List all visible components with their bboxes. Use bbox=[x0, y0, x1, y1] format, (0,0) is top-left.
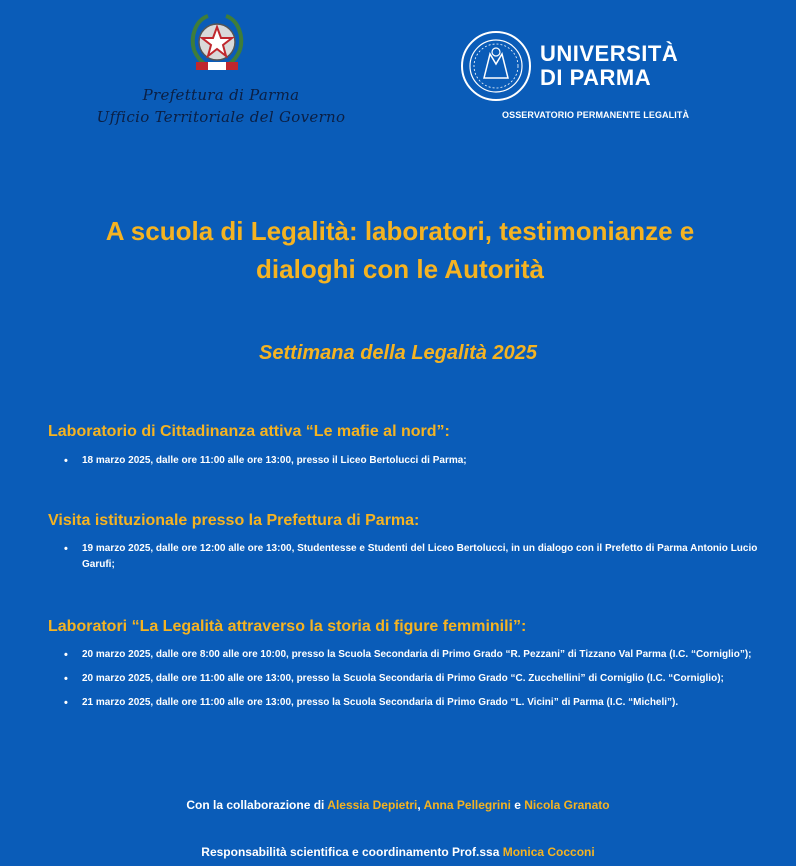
collab-name-1: Alessia Depietri bbox=[327, 798, 418, 812]
section-heading-laboratori: Laboratori “La Legalità attraverso la storia di figure femminili”: bbox=[48, 618, 527, 635]
title-line2: dialoghi con le Autorità bbox=[256, 254, 544, 284]
title-line1: A scuola di Legalità: laboratori, testimonianze e bbox=[105, 216, 695, 246]
list-item: • 20 marzo 2025, dalle ore 8:00 alle ore 10:00, presso la Scuola Secondaria di Primo Grado “R. Pezzani” di Tizzano Val Parma (I.C. “Corniglio”); bbox=[60, 647, 760, 663]
section-list-visita bbox=[60, 541, 760, 581]
collab-sep-1: , bbox=[417, 798, 424, 812]
resp-prefix: Responsabilità scientifica e coordinamento Prof.ssa bbox=[201, 845, 503, 859]
collab-sep-2: e bbox=[510, 798, 525, 812]
section-list-cittadinanza bbox=[60, 453, 760, 477]
section-heading-visita: Visita istituzionale presso la Prefettura di Parma: bbox=[48, 512, 420, 529]
italian-republic-emblem-icon bbox=[186, 10, 248, 78]
list-item: • 20 marzo 2025, dalle ore 11:00 alle ore 13:00, presso la Scuola Secondaria di Primo Grado “C. Zucchellini” di Corniglio (I.C. “Corniglio); bbox=[60, 671, 760, 687]
prefettura-line2: Ufficio Territoriale del Governo bbox=[96, 108, 346, 126]
collab-prefix: Con la collaborazione di bbox=[186, 798, 328, 812]
resp-name: Monica Cocconi bbox=[502, 845, 595, 859]
collaboration-line bbox=[0, 798, 796, 812]
prefettura-signature bbox=[96, 84, 346, 128]
observatory-label: OSSERVATORIO PERMANENTE LEGALITÀ bbox=[502, 110, 690, 120]
university-name bbox=[540, 42, 678, 90]
prefettura-line1: Prefettura di Parma bbox=[142, 86, 300, 104]
responsibility-line bbox=[0, 845, 796, 859]
list-item: • 18 marzo 2025, dalle ore 11:00 alle ore 13:00, presso il Liceo Bertolucci di Parma; bbox=[60, 453, 760, 469]
list-item: • 21 marzo 2025, dalle ore 11:00 alle ore 13:00, presso la Scuola Secondaria di Primo Grado “L. Vicini” di Parma (I.C. “Micheli”). bbox=[60, 695, 760, 711]
university-line2: DI PARMA bbox=[540, 65, 652, 90]
list-item: • 19 marzo 2025, dalle ore 12:00 alle ore 13:00, Studentesse e Studenti del Liceo Bertolucci, in un dialogo con il Prefetto di Parma Antonio Lucio Garufi; bbox=[60, 541, 760, 573]
university-line1: UNIVERSITÀ bbox=[540, 41, 679, 66]
section-list-laboratori bbox=[60, 647, 760, 719]
university-seal-icon bbox=[460, 30, 532, 102]
section-heading-cittadinanza: Laboratorio di Cittadinanza attiva “Le mafie al nord”: bbox=[48, 423, 450, 440]
page-subtitle: Settimana della Legalità 2025 bbox=[259, 342, 537, 364]
collab-name-2: Anna Pellegrini bbox=[423, 798, 511, 812]
collab-name-3: Nicola Granato bbox=[524, 798, 610, 812]
page-title bbox=[30, 212, 770, 288]
